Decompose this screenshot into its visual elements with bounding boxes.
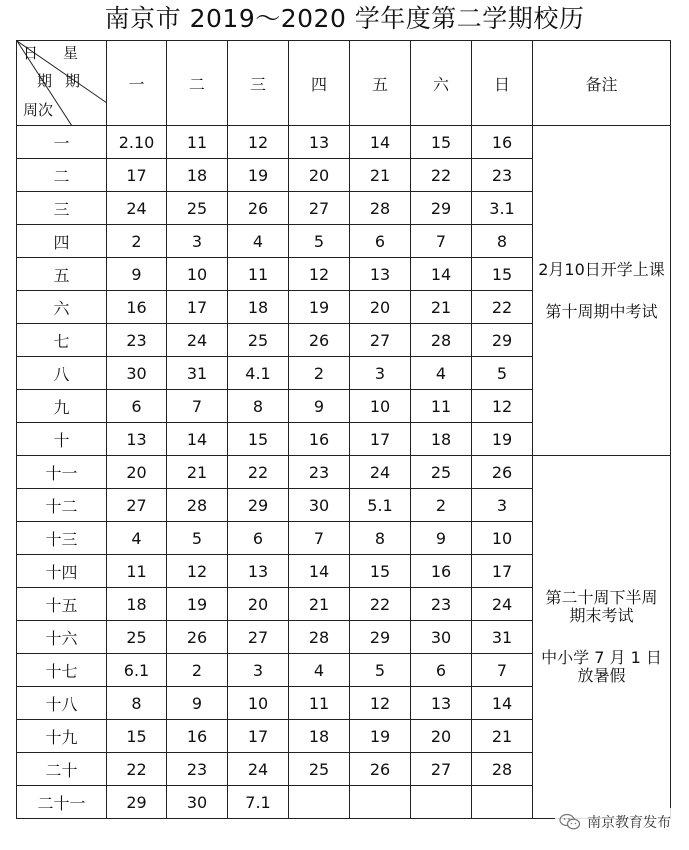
- date-cell: 23: [411, 588, 472, 621]
- date-cell: 20: [350, 291, 411, 324]
- date-cell: 13: [228, 555, 289, 588]
- date-cell: 3: [228, 654, 289, 687]
- date-cell: 30: [107, 357, 167, 390]
- date-cell: 15: [350, 555, 411, 588]
- date-cell: 5: [167, 522, 228, 555]
- date-cell: 11: [228, 258, 289, 291]
- date-cell: 27: [228, 621, 289, 654]
- week-number-cell: 十二: [17, 489, 107, 522]
- date-cell: 22: [411, 159, 472, 192]
- date-cell: 18: [411, 423, 472, 456]
- date-cell: 8: [350, 522, 411, 555]
- date-cell: 9: [411, 522, 472, 555]
- date-cell: 27: [107, 489, 167, 522]
- date-cell: 28: [167, 489, 228, 522]
- date-cell: 26: [228, 192, 289, 225]
- date-cell: [472, 786, 533, 819]
- date-cell: 10: [167, 258, 228, 291]
- date-cell: 13: [350, 258, 411, 291]
- school-calendar-table: [16, 40, 671, 819]
- date-cell: 22: [472, 291, 533, 324]
- day-header: 四: [289, 41, 350, 126]
- date-cell: 2: [107, 225, 167, 258]
- date-cell: 31: [472, 621, 533, 654]
- date-cell: 10: [350, 390, 411, 423]
- table-row: [17, 126, 671, 159]
- date-cell: 15: [411, 126, 472, 159]
- date-cell: 26: [289, 324, 350, 357]
- day-header: 三: [228, 41, 289, 126]
- week-number-cell: 十五: [17, 588, 107, 621]
- date-cell: 19: [472, 423, 533, 456]
- date-cell: 29: [107, 786, 167, 819]
- date-cell: 3.1: [472, 192, 533, 225]
- date-cell: 18: [289, 720, 350, 753]
- date-cell: 19: [228, 159, 289, 192]
- date-cell: 26: [472, 456, 533, 489]
- date-cell: 4: [107, 522, 167, 555]
- date-cell: 13: [411, 687, 472, 720]
- table-row: [17, 456, 671, 489]
- day-header: 五: [350, 41, 411, 126]
- day-header: 一: [107, 41, 167, 126]
- week-number-cell: 五: [17, 258, 107, 291]
- date-cell: 9: [167, 687, 228, 720]
- date-cell: 4: [228, 225, 289, 258]
- date-cell: 16: [472, 126, 533, 159]
- date-cell: 24: [167, 324, 228, 357]
- date-cell: 21: [411, 291, 472, 324]
- date-cell: 8: [107, 687, 167, 720]
- date-cell: 6: [107, 390, 167, 423]
- date-cell: 23: [107, 324, 167, 357]
- date-cell: [350, 786, 411, 819]
- date-cell: 30: [289, 489, 350, 522]
- date-cell: 12: [167, 555, 228, 588]
- date-cell: 2: [289, 357, 350, 390]
- date-cell: 12: [289, 258, 350, 291]
- week-number-cell: 十四: [17, 555, 107, 588]
- date-cell: 21: [167, 456, 228, 489]
- date-cell: 14: [289, 555, 350, 588]
- week-number-cell: 八: [17, 357, 107, 390]
- date-cell: 15: [107, 720, 167, 753]
- date-cell: 19: [167, 588, 228, 621]
- week-number-cell: 十: [17, 423, 107, 456]
- note-line: 2月10日开学上课: [538, 259, 665, 279]
- date-cell: 29: [350, 621, 411, 654]
- date-cell: 28: [289, 621, 350, 654]
- date-cell: 21: [289, 588, 350, 621]
- date-cell: 4: [289, 654, 350, 687]
- date-cell: 14: [167, 423, 228, 456]
- date-cell: 23: [289, 456, 350, 489]
- date-cell: 12: [350, 687, 411, 720]
- week-number-cell: 二十: [17, 753, 107, 786]
- date-cell: 6.1: [107, 654, 167, 687]
- date-cell: 22: [107, 753, 167, 786]
- date-cell: 20: [107, 456, 167, 489]
- date-cell: 17: [228, 720, 289, 753]
- week-number-cell: 十八: [17, 687, 107, 720]
- date-cell: 24: [228, 753, 289, 786]
- week-number-cell: 十九: [17, 720, 107, 753]
- notes-header: 备注: [533, 41, 671, 126]
- date-cell: 19: [350, 720, 411, 753]
- date-cell: 27: [411, 753, 472, 786]
- date-cell: 20: [411, 720, 472, 753]
- date-cell: 3: [350, 357, 411, 390]
- note-line: 放暑假: [577, 666, 626, 685]
- date-cell: 5.1: [350, 489, 411, 522]
- week-number-cell: 六: [17, 291, 107, 324]
- date-cell: 10: [472, 522, 533, 555]
- date-cell: 18: [228, 291, 289, 324]
- week-number-cell: 十三: [17, 522, 107, 555]
- date-cell: 29: [228, 489, 289, 522]
- date-cell: 24: [350, 456, 411, 489]
- date-cell: 8: [228, 390, 289, 423]
- date-cell: 16: [167, 720, 228, 753]
- date-cell: 5: [289, 225, 350, 258]
- date-cell: 29: [411, 192, 472, 225]
- date-cell: 7: [411, 225, 472, 258]
- date-cell: 28: [350, 192, 411, 225]
- date-cell: 21: [350, 159, 411, 192]
- date-cell: 26: [350, 753, 411, 786]
- week-number-cell: 十七: [17, 654, 107, 687]
- date-cell: 3: [167, 225, 228, 258]
- date-cell: 15: [228, 423, 289, 456]
- date-cell: 2: [167, 654, 228, 687]
- date-cell: 6: [411, 654, 472, 687]
- date-cell: 2.10: [107, 126, 167, 159]
- date-cell: 10: [228, 687, 289, 720]
- date-cell: 26: [167, 621, 228, 654]
- date-cell: 13: [107, 423, 167, 456]
- corner-label-qi2: 期: [65, 72, 81, 90]
- date-cell: 25: [107, 621, 167, 654]
- date-cell: 14: [411, 258, 472, 291]
- note-line: 第二十周下半周: [545, 588, 658, 607]
- date-cell: 13: [289, 126, 350, 159]
- date-cell: 11: [167, 126, 228, 159]
- date-cell: 16: [289, 423, 350, 456]
- calendar-body: [17, 126, 671, 819]
- date-cell: 28: [411, 324, 472, 357]
- corner-label-zhouci: 周次: [23, 101, 54, 119]
- date-cell: 7: [472, 654, 533, 687]
- note-line: 中小学 7 月 1 日: [541, 648, 662, 667]
- date-cell: 7: [167, 390, 228, 423]
- date-cell: 22: [350, 588, 411, 621]
- day-header: 二: [167, 41, 228, 126]
- date-cell: 20: [228, 588, 289, 621]
- date-cell: 16: [107, 291, 167, 324]
- date-cell: 30: [411, 621, 472, 654]
- day-header: 日: [472, 41, 533, 126]
- date-cell: 5: [350, 654, 411, 687]
- date-cell: 3: [472, 489, 533, 522]
- date-cell: 18: [167, 159, 228, 192]
- date-cell: 8: [472, 225, 533, 258]
- date-cell: 22: [228, 456, 289, 489]
- date-cell: 11: [289, 687, 350, 720]
- date-cell: 6: [228, 522, 289, 555]
- week-number-cell: 四: [17, 225, 107, 258]
- note-gap: [533, 279, 670, 303]
- date-cell: 5: [472, 357, 533, 390]
- week-number-cell: 九: [17, 390, 107, 423]
- week-number-cell: 一: [17, 126, 107, 159]
- date-cell: 17: [350, 423, 411, 456]
- note-line: 期末考试: [569, 606, 634, 625]
- date-cell: 2: [411, 489, 472, 522]
- date-cell: 4: [411, 357, 472, 390]
- watermark: [555, 808, 673, 836]
- date-cell: 25: [167, 192, 228, 225]
- week-number-cell: 十六: [17, 621, 107, 654]
- date-cell: 23: [167, 753, 228, 786]
- date-cell: 18: [107, 588, 167, 621]
- date-cell: 25: [228, 324, 289, 357]
- date-cell: 12: [472, 390, 533, 423]
- watermark-text: 南京教育发布: [587, 815, 671, 831]
- date-cell: 9: [107, 258, 167, 291]
- date-cell: 28: [472, 753, 533, 786]
- date-cell: 30: [167, 786, 228, 819]
- week-number-cell: 七: [17, 324, 107, 357]
- date-cell: 15: [472, 258, 533, 291]
- date-cell: 17: [107, 159, 167, 192]
- date-cell: 31: [167, 357, 228, 390]
- date-cell: 14: [350, 126, 411, 159]
- date-cell: 9: [289, 390, 350, 423]
- date-cell: 6: [350, 225, 411, 258]
- date-cell: 24: [472, 588, 533, 621]
- wechat-icon: [559, 813, 581, 831]
- corner-header-cell: [17, 41, 107, 126]
- corner-label-ri: 日: [23, 44, 39, 62]
- date-cell: 7: [289, 522, 350, 555]
- date-cell: [289, 786, 350, 819]
- week-number-cell: 二十一: [17, 786, 107, 819]
- date-cell: 17: [472, 555, 533, 588]
- notes-cell: [533, 126, 671, 456]
- date-cell: 11: [411, 390, 472, 423]
- week-number-cell: 十一: [17, 456, 107, 489]
- note-gap: [533, 625, 670, 649]
- date-cell: 17: [167, 291, 228, 324]
- date-cell: 29: [472, 324, 533, 357]
- corner-label-qi1: 期: [37, 72, 53, 90]
- notes-cell: [533, 456, 671, 819]
- page-title: 南京市 2019～2020 学年度第二学期校历: [104, 4, 585, 33]
- date-cell: 7.1: [228, 786, 289, 819]
- date-cell: 21: [472, 720, 533, 753]
- date-cell: 19: [289, 291, 350, 324]
- date-cell: 25: [411, 456, 472, 489]
- date-cell: 27: [289, 192, 350, 225]
- date-cell: 12: [228, 126, 289, 159]
- week-number-cell: 三: [17, 192, 107, 225]
- date-cell: 24: [107, 192, 167, 225]
- date-cell: 23: [472, 159, 533, 192]
- note-line: 第十周期中考试: [545, 301, 658, 321]
- date-cell: 14: [472, 687, 533, 720]
- date-cell: 16: [411, 555, 472, 588]
- corner-label-xing: 星: [63, 44, 79, 62]
- date-cell: 20: [289, 159, 350, 192]
- date-cell: 27: [350, 324, 411, 357]
- date-cell: 25: [289, 753, 350, 786]
- date-cell: [411, 786, 472, 819]
- date-cell: 11: [107, 555, 167, 588]
- day-header: 六: [411, 41, 472, 126]
- week-number-cell: 二: [17, 159, 107, 192]
- date-cell: 4.1: [228, 357, 289, 390]
